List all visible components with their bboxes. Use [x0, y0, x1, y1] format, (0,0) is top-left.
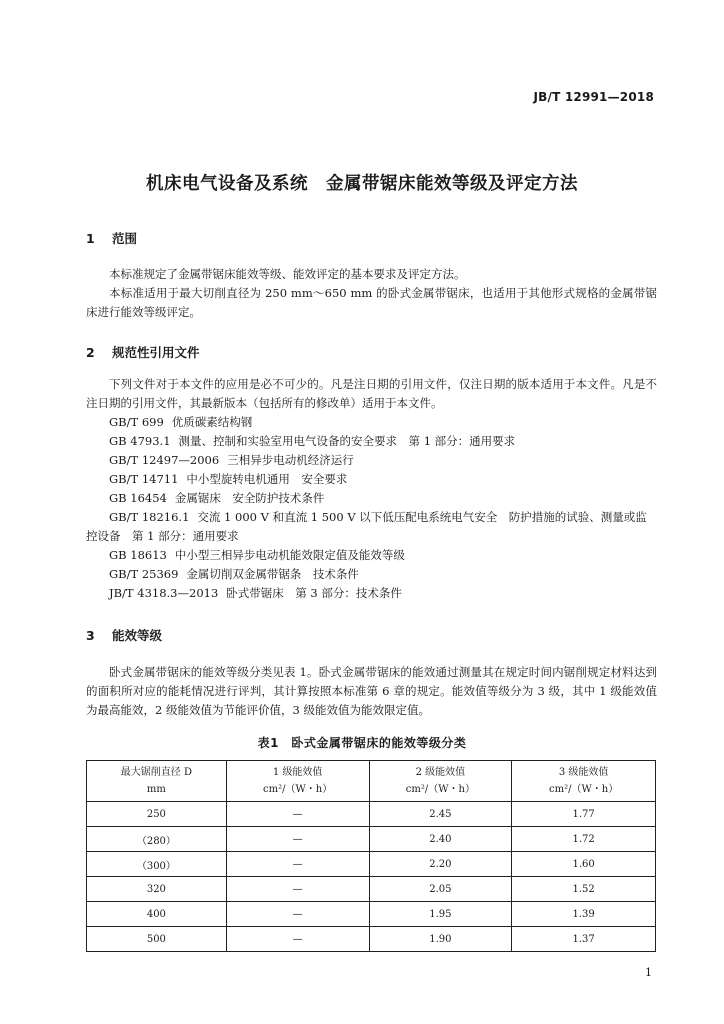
- header-label: 2 级能效值: [415, 767, 466, 778]
- table-cell: 1.52: [512, 877, 656, 902]
- table-cell: 1.60: [512, 852, 656, 877]
- paragraph: 卧式金属带锯床的能效等级分类见表 1。卧式金属带锯床的能效通过测量其在规定时间内锯削规定材料达到的面积所对应的能耗情况进行评判，其计算按照本标准第 6 章的规定。能效值等级分为 3 级，其中 1 级能效值为最高能效，2 级能效值为节能评价值，3 级能效值为能效限定值。: [86, 665, 657, 717]
- table-cell: 1.39: [512, 902, 656, 927]
- table-row: [87, 852, 656, 877]
- header-label: 1 级能效值: [272, 767, 323, 778]
- table-row: [87, 927, 656, 952]
- reference-code: GB/T 25369: [109, 567, 179, 581]
- reference-item: [86, 565, 657, 584]
- energy-efficiency-table: [86, 760, 656, 952]
- reference-title: 中小型旋转电机通用 安全要求: [186, 472, 348, 486]
- table-cell: 1.72: [512, 827, 656, 852]
- reference-title: 优质碳素结构钢: [171, 415, 253, 429]
- table-cell: 1.77: [512, 802, 656, 827]
- reference-item: [86, 489, 657, 508]
- reference-code: GB/T 14711: [109, 472, 179, 486]
- section-title: 规范性引用文件: [112, 345, 200, 360]
- table-cell: —: [226, 927, 369, 952]
- reference-title: 卧式带锯床 第 3 部分：技术条件: [226, 586, 402, 600]
- table-cell: 250: [87, 802, 227, 827]
- reference-item: [86, 546, 657, 565]
- header-unit: cm²/（W・h）: [549, 784, 619, 795]
- table-cell: 2.45: [369, 802, 512, 827]
- table-cell: 2.20: [369, 852, 512, 877]
- reference-item: [86, 508, 657, 546]
- header-cell: [512, 761, 656, 802]
- table-row: [87, 802, 656, 827]
- table-cell: 2.05: [369, 877, 512, 902]
- table-cell: —: [226, 827, 369, 852]
- header-unit: mm: [146, 784, 166, 795]
- section-2-heading: [86, 343, 200, 361]
- reference-list: [86, 413, 657, 603]
- section-title: 范围: [112, 231, 138, 246]
- section-number: 1: [86, 231, 95, 246]
- table-cell: 1.90: [369, 927, 512, 952]
- table-cell: 1.95: [369, 902, 512, 927]
- reference-code: GB/T 12497—2006: [109, 453, 220, 467]
- paragraph: 本标准规定了金属带锯床能效等级、能效评定的基本要求及评定方法。: [109, 267, 466, 281]
- table-cell: —: [226, 902, 369, 927]
- table-cell: 500: [87, 927, 227, 952]
- reference-code: GB/T 699: [109, 415, 164, 429]
- table-cell: —: [226, 802, 369, 827]
- header-unit: cm²/（W・h）: [263, 784, 333, 795]
- table-cell: 400: [87, 902, 227, 927]
- section-3-heading: [86, 626, 162, 644]
- reference-title: 中小型三相异步电动机能效限定值及能效等级: [174, 548, 405, 562]
- header-cell: [226, 761, 369, 802]
- header-cell: [369, 761, 512, 802]
- paragraph: 下列文件对于本文件的应用是必不可少的。凡是注日期的引用文件，仅注日期的版本适用于本文件。凡是不注日期的引用文件，其最新版本（包括所有的修改单）适用于本文件。: [86, 377, 657, 410]
- standard-number: JB/T 12991—2018: [533, 90, 654, 104]
- table-row: [87, 827, 656, 852]
- reference-item: [86, 451, 657, 470]
- section-1-heading: [86, 229, 137, 247]
- section-title: 能效等级: [112, 628, 163, 643]
- header-label: 3 级能效值: [558, 767, 609, 778]
- table-header-row: [87, 761, 656, 802]
- paragraph: 本标准适用于最大切削直径为 250 mm～650 mm 的卧式金属带锯床，也适用于其他形式规格的金属带锯床进行能效等级评定。: [86, 286, 657, 319]
- table-cell: 320: [87, 877, 227, 902]
- header-cell: [87, 761, 227, 802]
- reference-title: 三相异步电动机经济运行: [227, 453, 354, 467]
- reference-code: JB/T 4318.3—2013: [109, 586, 219, 600]
- reference-title: 交流 1 000 V 和直流 1 500 V 以下低压配电系统电气安全 防护措施的试验、测量或监控设备 第 1 部分：通用要求: [86, 510, 647, 543]
- section-number: 3: [86, 628, 95, 643]
- reference-title: 金属锯床 安全防护技术条件: [174, 491, 325, 505]
- table-row: [87, 902, 656, 927]
- table-cell: —: [226, 852, 369, 877]
- reference-code: GB/T 18216.1: [109, 510, 190, 524]
- table-cell: （300）: [87, 852, 227, 877]
- table-row: [87, 877, 656, 902]
- reference-item: [86, 470, 657, 489]
- document-title: 机床电气设备及系统 金属带锯床能效等级及评定方法: [146, 174, 578, 194]
- table-cell: 2.40: [369, 827, 512, 852]
- reference-code: GB 4793.1: [109, 434, 171, 448]
- section-number: 2: [86, 345, 95, 360]
- table-cell: （280）: [87, 827, 227, 852]
- reference-title: 测量、控制和实验室用电气设备的安全要求 第 1 部分：通用要求: [178, 434, 516, 448]
- reference-item: [86, 413, 657, 432]
- reference-item: [86, 432, 657, 451]
- page-number: 1: [645, 966, 652, 979]
- table-cell: —: [226, 877, 369, 902]
- reference-item: [86, 584, 657, 603]
- header-unit: cm²/（W・h）: [405, 784, 475, 795]
- table-title: 表1 卧式金属带锯床的能效等级分类: [257, 736, 467, 750]
- reference-title: 金属切削双金属带锯条 技术条件: [186, 567, 359, 581]
- reference-code: GB 16454: [109, 491, 167, 505]
- reference-code: GB 18613: [109, 548, 167, 562]
- table-cell: 1.37: [512, 927, 656, 952]
- header-label: 最大锯削直径 D: [120, 767, 192, 778]
